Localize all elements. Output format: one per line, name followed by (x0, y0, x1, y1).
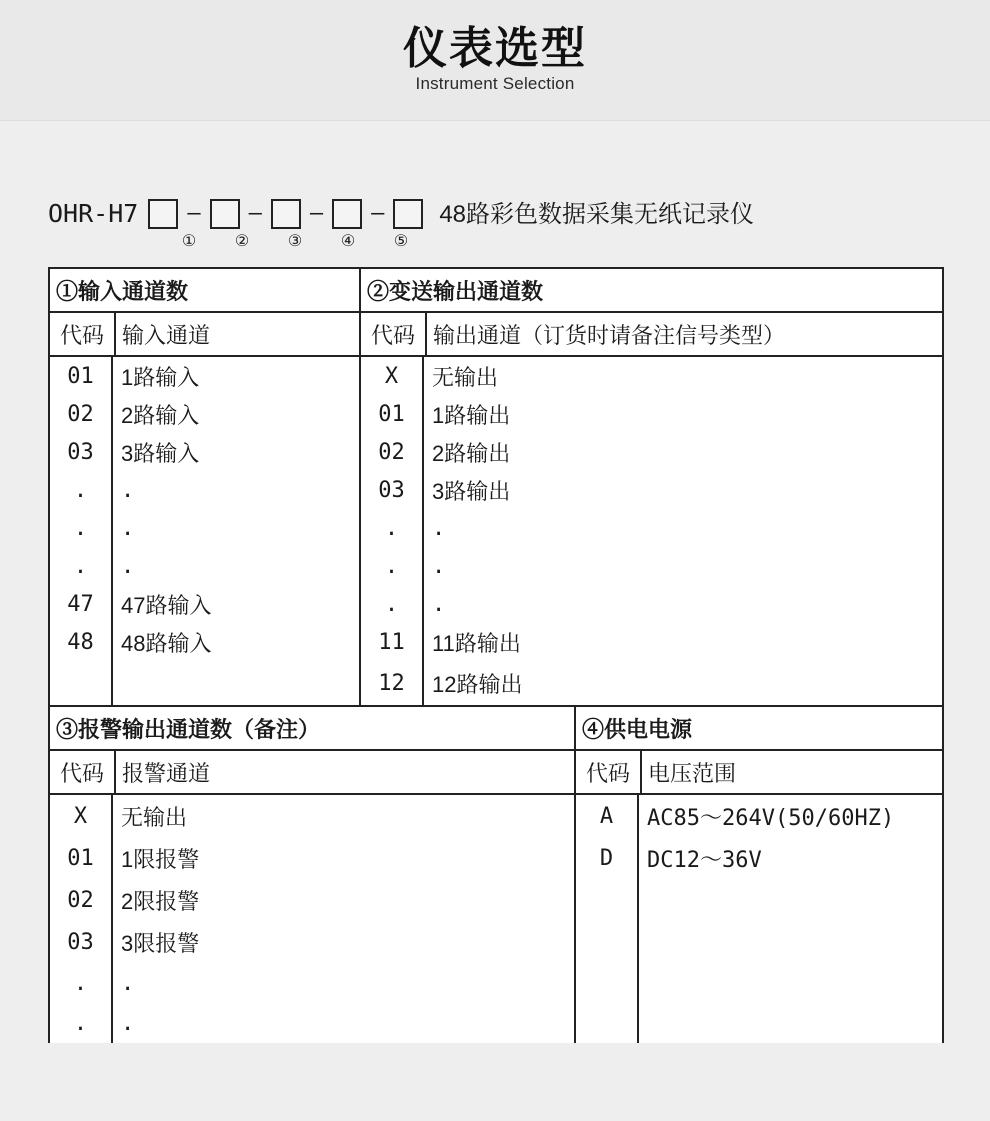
power-name-0: AC85～264V(50/60HZ) (638, 795, 942, 837)
alarm-name-5: . (112, 1003, 574, 1043)
output-channel-list-cell (360, 356, 943, 705)
model-prefix: OHR-H7 (48, 199, 139, 228)
list-item (361, 471, 942, 509)
list-item (50, 963, 574, 1003)
input-name-7: 48路输入 (112, 623, 359, 661)
output-name-7: 11路输出 (423, 623, 942, 661)
output-code-3: 03 (361, 471, 423, 509)
col-header-name-input: 输入通道 (115, 312, 360, 356)
list-item (50, 471, 359, 509)
alarm-code-3: 03 (50, 921, 112, 963)
list-item (576, 795, 942, 837)
input-code-0: 01 (50, 357, 112, 395)
input-code-5: . (50, 547, 112, 585)
list-item (50, 433, 359, 471)
list-item (50, 357, 359, 395)
section-heading-alarm-output: ③报警输出通道数（备注） (49, 706, 575, 750)
list-item (361, 433, 942, 471)
alarm-name-2: 2限报警 (112, 879, 574, 921)
output-name-4: . (423, 509, 942, 547)
list-item (361, 357, 942, 395)
list-item (50, 585, 359, 623)
list-item (576, 837, 942, 879)
model-marker-3: ③ (287, 233, 303, 250)
table-row (49, 750, 943, 794)
input-name-spacer (112, 661, 359, 705)
power-name-4 (638, 963, 942, 1003)
alarm-name-0: 无输出 (112, 795, 574, 837)
list-item (361, 585, 942, 623)
model-dash-3: – (309, 201, 324, 226)
model-marker-1: ① (181, 233, 197, 250)
list-item (576, 921, 942, 963)
input-code-4: . (50, 509, 112, 547)
alarm-name-3: 3限报警 (112, 921, 574, 963)
list-item (361, 547, 942, 585)
output-name-1: 1路输出 (423, 395, 942, 433)
output-code-7: 11 (361, 623, 423, 661)
col-header-code-alarm: 代码 (49, 750, 115, 794)
alarm-name-1: 1限报警 (112, 837, 574, 879)
input-code-6: 47 (50, 585, 112, 623)
alarm-code-5: . (50, 1003, 112, 1043)
output-code-1: 01 (361, 395, 423, 433)
output-name-3: 3路输出 (423, 471, 942, 509)
output-name-8: 12路输出 (423, 661, 942, 705)
list-item (50, 837, 574, 879)
page-subtitle: Instrument Selection (415, 74, 575, 94)
table-row (49, 356, 943, 705)
col-header-name-alarm: 报警通道 (115, 750, 575, 794)
alarm-code-2: 02 (50, 879, 112, 921)
power-code-3 (576, 921, 638, 963)
power-name-3 (638, 921, 942, 963)
list-item (361, 623, 942, 661)
input-name-0: 1路输入 (112, 357, 359, 395)
list-item (50, 795, 574, 837)
input-name-6: 47路输入 (112, 585, 359, 623)
model-slot-1[interactable] (148, 199, 178, 229)
list-item (50, 1003, 574, 1043)
list-item (576, 879, 942, 921)
section-heading-input-channels: ①输入通道数 (49, 268, 360, 312)
power-name-5 (638, 1003, 942, 1043)
output-name-6: . (423, 585, 942, 623)
alarm-name-4: . (112, 963, 574, 1003)
list-item (50, 921, 574, 963)
output-name-0: 无输出 (423, 357, 942, 395)
power-list-cell (575, 794, 943, 1043)
input-name-3: . (112, 471, 359, 509)
model-code-row (48, 195, 942, 229)
input-code-spacer (50, 661, 112, 705)
list-item (50, 547, 359, 585)
model-marker-2: ② (234, 233, 250, 250)
power-code-1: D (576, 837, 638, 879)
col-header-code-power: 代码 (575, 750, 641, 794)
input-name-1: 2路输入 (112, 395, 359, 433)
list-item (576, 1003, 942, 1043)
selection-table-bottom (48, 705, 944, 1043)
model-slot-group (148, 199, 423, 229)
model-dash-1: – (187, 201, 201, 226)
output-code-8: 12 (361, 661, 423, 705)
power-code-4 (576, 963, 638, 1003)
list-item (50, 879, 574, 921)
list-item (50, 661, 359, 705)
page-title: 仪表选型 (403, 23, 587, 73)
list-item (361, 661, 942, 705)
page-banner (0, 0, 990, 121)
section-heading-transmit-output: ②变送输出通道数 (360, 268, 943, 312)
alarm-code-4: . (50, 963, 112, 1003)
model-marker-4: ④ (340, 233, 356, 250)
table-row (49, 312, 943, 356)
alarm-list-cell (49, 794, 575, 1043)
model-marker-row (176, 231, 942, 251)
selection-table-top (48, 267, 944, 705)
model-marker-5: ⑤ (393, 233, 409, 250)
col-header-name-power: 电压范围 (641, 750, 943, 794)
power-code-0: A (576, 795, 638, 837)
list-item (576, 963, 942, 1003)
output-code-2: 02 (361, 433, 423, 471)
list-item (50, 509, 359, 547)
input-code-3: . (50, 471, 112, 509)
input-code-1: 02 (50, 395, 112, 433)
model-description: 48路彩色数据采集无纸记录仪 (439, 201, 755, 228)
alarm-code-0: X (50, 795, 112, 837)
list-item (50, 623, 359, 661)
model-slot-5[interactable] (393, 199, 423, 229)
model-dash-4: – (371, 201, 385, 226)
model-slot-2[interactable] (210, 199, 240, 229)
power-code-5 (576, 1003, 638, 1043)
output-code-0: X (361, 357, 423, 395)
output-code-4: . (361, 509, 423, 547)
list-item (50, 395, 359, 433)
input-name-2: 3路输入 (112, 433, 359, 471)
content-area (0, 195, 990, 1043)
col-header-code-output: 代码 (360, 312, 426, 356)
input-name-4: . (112, 509, 359, 547)
input-channel-list-cell (49, 356, 360, 705)
input-code-2: 03 (50, 433, 112, 471)
input-name-5: . (112, 547, 359, 585)
alarm-code-1: 01 (50, 837, 112, 879)
output-code-6: . (361, 585, 423, 623)
list-item (361, 395, 942, 433)
col-header-name-output: 输出通道（订货时请备注信号类型） (426, 312, 943, 356)
input-code-7: 48 (50, 623, 112, 661)
model-slot-3[interactable] (271, 199, 301, 229)
table-row (49, 794, 943, 1043)
col-header-code-input: 代码 (49, 312, 115, 356)
table-row (49, 706, 943, 750)
table-row (49, 268, 943, 312)
output-code-5: . (361, 547, 423, 585)
model-slot-4[interactable] (332, 199, 362, 229)
output-name-2: 2路输出 (423, 433, 942, 471)
power-name-1: DC12～36V (638, 837, 942, 879)
list-item (361, 509, 942, 547)
section-heading-power-supply: ④供电电源 (575, 706, 943, 750)
model-dash-2: – (248, 201, 262, 226)
power-name-2 (638, 879, 942, 921)
output-name-5: . (423, 547, 942, 585)
power-code-2 (576, 879, 638, 921)
